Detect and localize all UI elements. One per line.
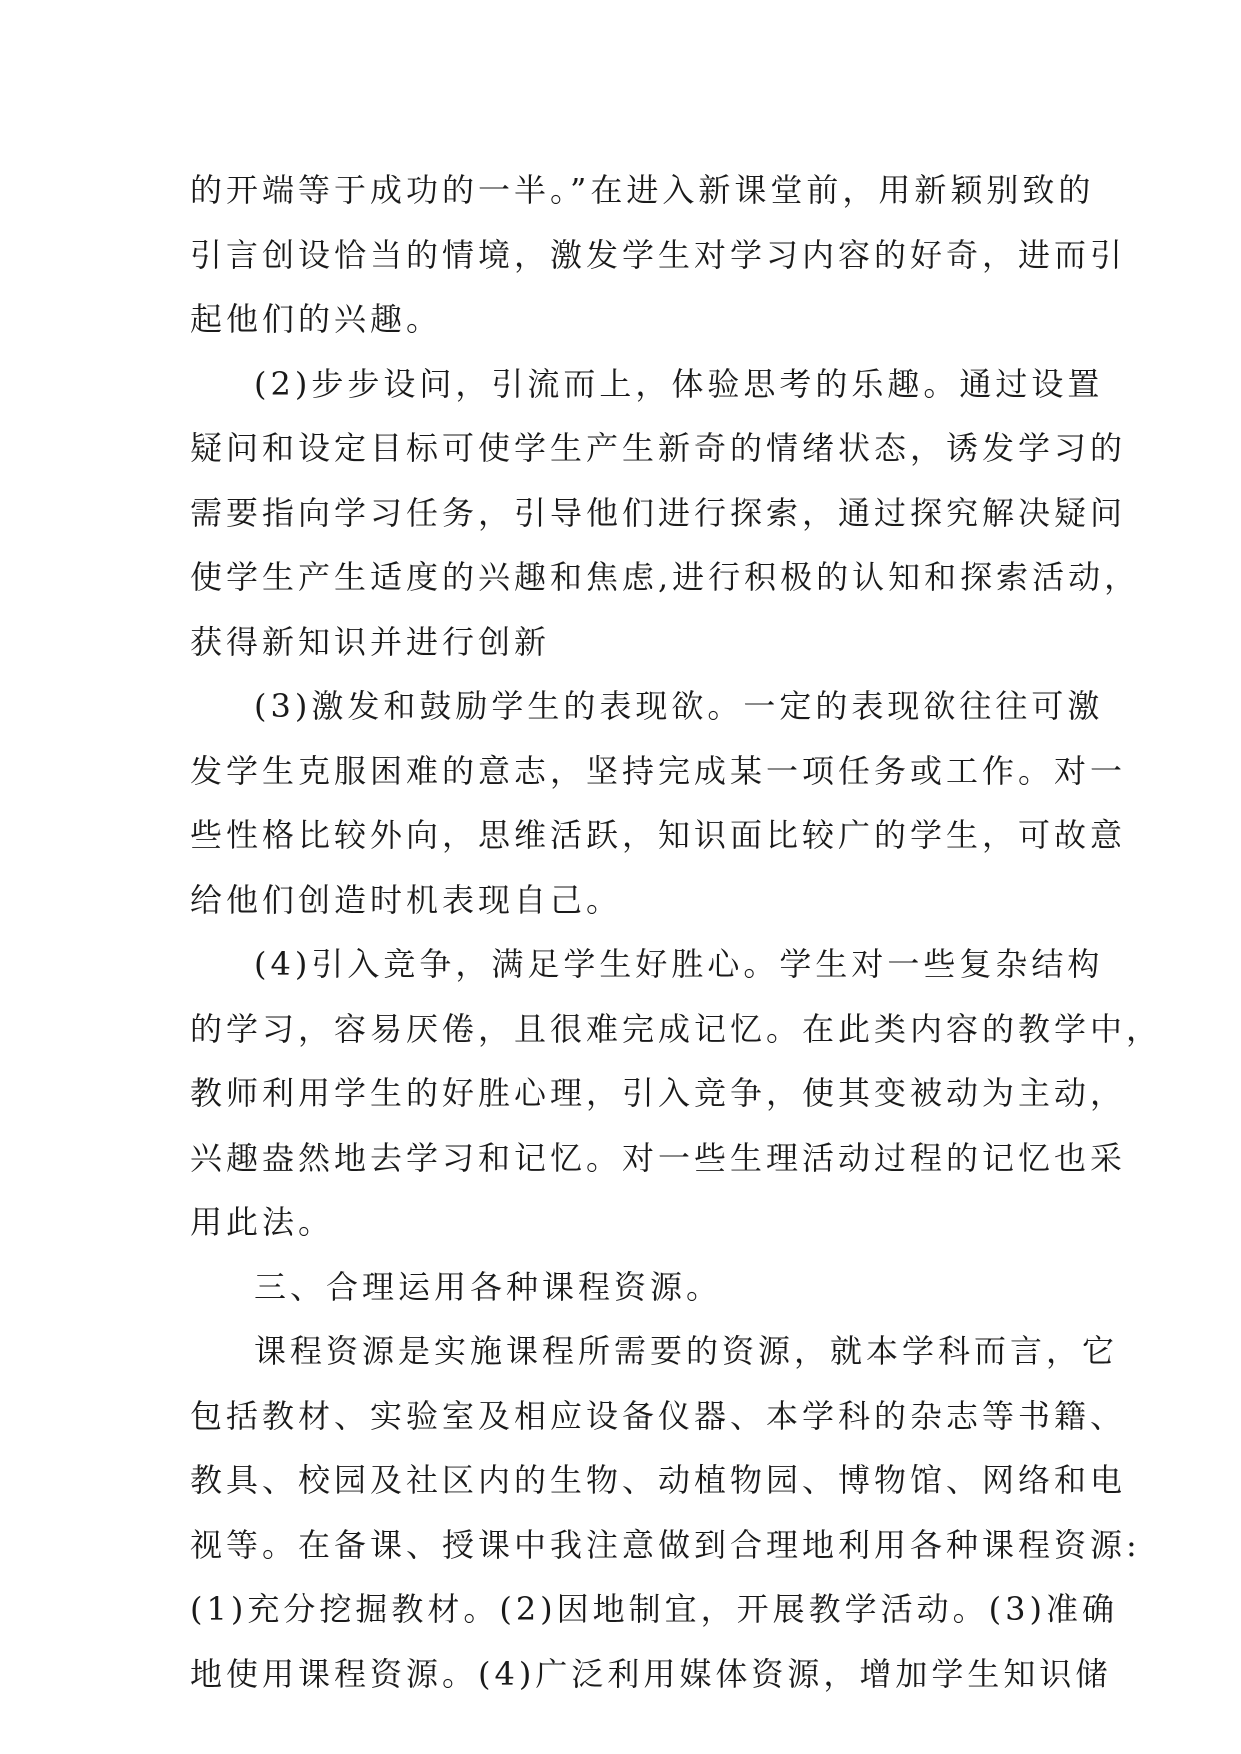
text-line: 教师利用学生的好胜心理，引入竞争，使其变被动为主动， [190, 1074, 1127, 1112]
text-line: (1)充分挖掘教材。(2)因地制宜，开展教学活动。(3)准确 [190, 1590, 1118, 1628]
text-line: 使学生产生适度的兴趣和焦虑,进行积极的认知和探索活动， [190, 558, 1141, 596]
text-line: 引言创设恰当的情境，激发学生对学习内容的好奇，进而引 [190, 235, 1127, 274]
text-line: 需要指向学习任务，引导他们进行探索，通过探究解决疑问 [190, 493, 1127, 532]
body-text [190, 158, 1163, 1706]
text-line: 的学习，容易厌倦，且很难完成记忆。在此类内容的教学中， [190, 1009, 1163, 1048]
paragraph-start-line: (2)步步设问，引流而上，体验思考的乐趣。通过设置 [254, 364, 1104, 403]
text-line: 起他们的兴趣。 [190, 300, 443, 338]
text-line: 疑问和设定目标可使学生产生新奇的情绪状态，诱发学习的 [190, 429, 1127, 467]
text-line: 获得新知识并进行创新 [190, 622, 551, 661]
text-line: 包括教材、实验室及相应设备仪器、本学科的杂志等书籍、 [190, 1396, 1127, 1435]
text-line: 教具、校园及社区内的生物、动植物园、博物馆、网络和电 [190, 1461, 1127, 1499]
text-line: 地使用课程资源。(4)广泛利用媒体资源，增加学生知识储 [190, 1654, 1112, 1693]
text-line: 用此法。 [190, 1203, 335, 1241]
text-line: 发学生克服困难的意志，坚持完成某一项任务或工作。对一 [190, 751, 1127, 790]
text-line: 兴趣盎然地去学习和记忆。对一些生理活动过程的记忆也采 [190, 1138, 1127, 1177]
paragraph-start-line: (3)激发和鼓励学生的表现欲。一定的表现欲往往可激 [254, 687, 1104, 725]
text-line: 给他们创造时机表现自己。 [190, 880, 623, 919]
paragraph-start-line: 课程资源是实施课程所需要的资源，就本学科而言，它 [254, 1332, 1119, 1370]
text-line: 的开端等于成功的一半。”在进入新课堂前，用新颖别致的 [190, 171, 1095, 209]
section-heading: 三、合理运用各种课程资源。 [254, 1267, 723, 1306]
paragraph-start-line: (4)引入竞争，满足学生好胜心。学生对一些复杂结构 [254, 945, 1104, 983]
text-line: 视等。在备课、授课中我注意做到合理地利用各种课程资源: [190, 1525, 1141, 1564]
text-line: 些性格比较外向，思维活跃，知识面比较广的学生，可故意 [190, 816, 1127, 854]
